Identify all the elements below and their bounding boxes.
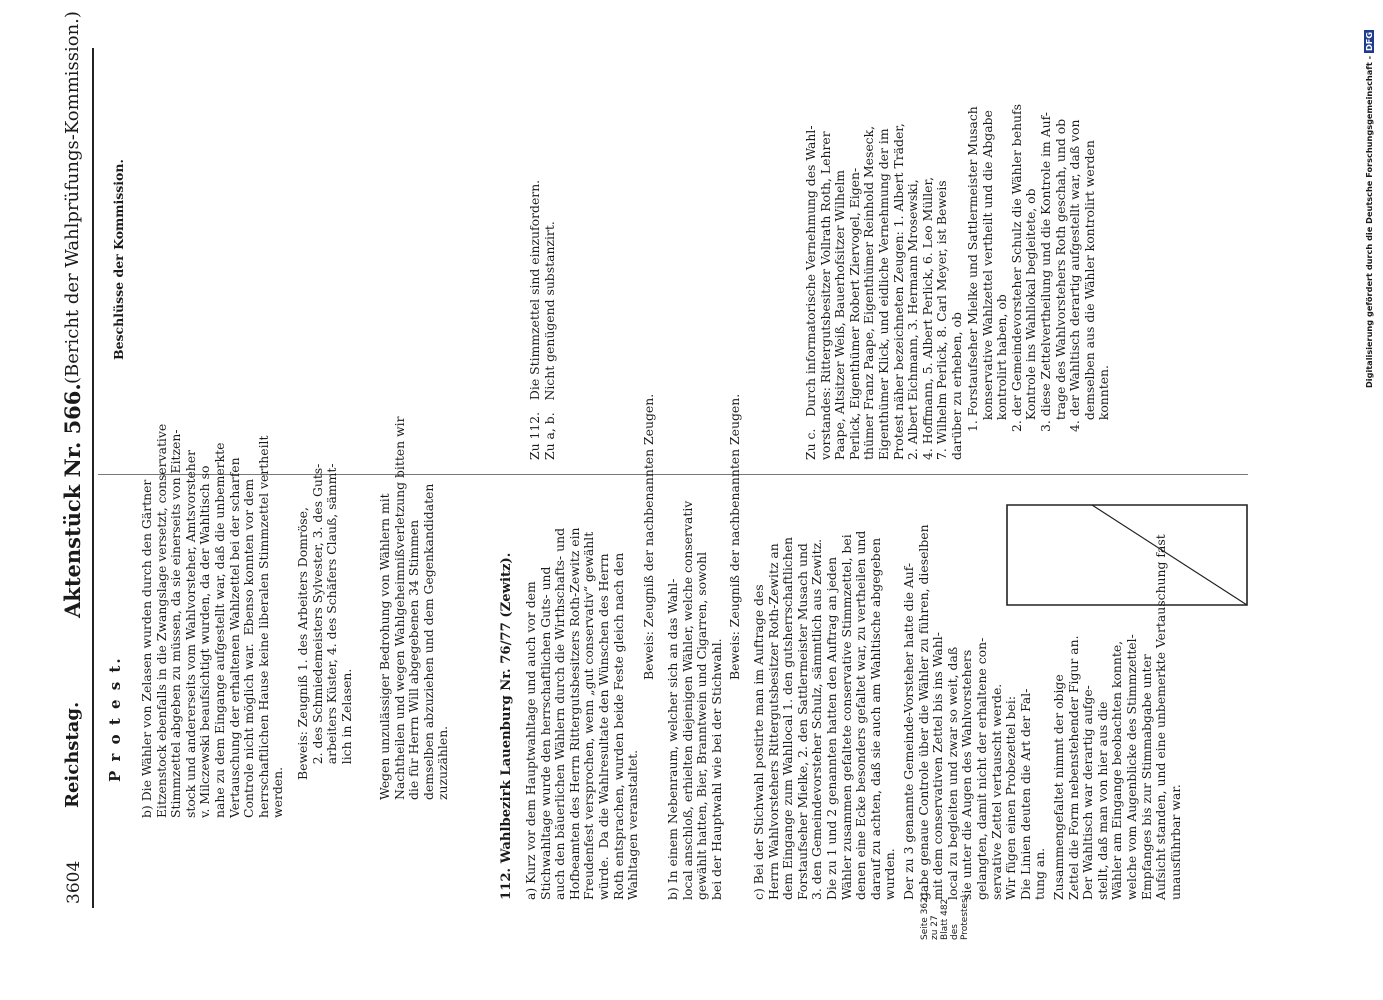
text-line: demselben aus die Wähler kontrolirt werden [1081,140,1097,432]
text-line: tung an. [1032,847,1048,900]
text-line: 2. der Gemeindevorsteher Schulz die Wähler behufs [1008,104,1024,432]
text-line: trage des Wahlvorstehers Roth geschah, und ob [1052,118,1068,432]
text-line: Eigenthümer Klick, und eidliche Vernehmung der im [875,128,891,460]
text-line: herrschaftlichen Hause keine liberalen Stimmzettel vertheilt [255,435,271,818]
credit-text: Digitalisierung gefördert durch die Deutsche Forschungsgemeinschaft - [1364,55,1374,388]
text-line: Beweis: Zeugniß 1. des Arbeiters Domröse, [295,507,310,780]
text-line: 1. Forstaufseher Mielke und Sattlermeister Musach [965,106,980,432]
header-right: (Bericht der Wahlprüfungs-Kommission.) [62,11,83,384]
col1-block-pc [752,531,898,900]
text-line: konservative Wahlzettel vertheilt und die Abgabe [979,110,995,432]
text-line: wurden. [882,848,898,900]
text-line: Vertauschung der erhaltenen Wahlzettel bei der scharfen [226,457,242,818]
page-number: 3604 [64,860,84,904]
text-line: darauf zu achten, daß sie auch am Wahltische abgegeben [867,537,883,900]
text-line: konnten. [1096,365,1112,432]
col2-block-zuc [804,123,965,460]
text-line: lich in Zelasen. [338,668,354,780]
text-line: Zettel die Form nebenstehender Figur an. [1065,635,1081,900]
text-line: Perlick, Eigenthümer Robert Ziervogel, Eigen- [846,167,862,460]
text-line: 2. des Schmiedemeisters Sylvester, 3. des Guts- [309,463,325,780]
text-line: thümer Franz Paape, Eigenthümer Reinhold Meseck, [861,125,877,460]
text-line: Wähler am Eingange beobachten konnte, [1109,640,1125,900]
text-line: Zusammengefaltet nimmt der obige [1051,674,1066,900]
text-line: Paape, Altsitzer Weiß, Bauerhofsitzer Wilhelm [832,169,848,460]
protest-heading: P r o t e s t. [106,656,124,782]
text-line: Protest näher bezeichneten Zeugen: 1. Albert Träder, [890,123,906,460]
text-line: Wir fügen einen Probezettel bei: [1003,695,1019,900]
text-line: gabe genaue Controle über die Wähler zu führen, dieselben [915,524,931,900]
text-line: zuzuzählen. [435,725,451,800]
margin-note [920,891,970,940]
header-rule [92,48,94,908]
text-line: Eitzenstock ebenfalls in die Zwangslage versetzt, conservative [153,423,169,818]
text-line: denen eine Ecke besonders gefaltet war, zu vertheilen und [853,530,869,900]
text-line: Nachtheilen und wegen Wahlgeheimnißverletzung bitten wir [391,416,407,800]
text-line: Der zu 3 genannte Gemeinde-Vorsteher hatte die Auf- [901,562,916,900]
text-line: Controle nicht möglich war. Ebenso konnten vor dem [241,478,257,818]
text-line: b) Die Wähler von Zelasen wurden durch den Gärtner [139,479,154,818]
text-line: stock und andererseits vom Wahlvorsteher, Amtsvorsteher [182,449,198,818]
text-line: 7. Wilhelm Perlick, 8. Carl Meyer, ist Beweis [934,180,950,460]
text-line: local anschloß, erhielten diejenigen Wähler, welche conservativ [679,500,695,900]
text-line: Der Wahltisch war derartig aufge- [1080,685,1096,900]
text-line: dem Eingange zum Wahllocal 1. den gutsherrschaftlichen [780,536,796,900]
col1-block-pa [524,527,641,900]
text-line: auch den bäuerlichen Wählern durch die Wirthschafts- und [552,527,568,900]
text-line: Stimmzettel abgeben zu müssen, da sie einerseits von Eitzen- [168,429,184,818]
col1-block-beweis [296,463,354,780]
text-line: demselben abzuziehen und dem Gegenkandidaten [420,483,436,800]
text-line: Wegen unzulässiger Bedrohung von Wählern mit [377,493,392,800]
text-line: v. Milczewski beaufsichtigt wurden, da der Wahltisch so [197,465,213,818]
text-line: Zu a, b. Nicht genügend substanzirt. [541,221,557,460]
text-line: local zu begleiten und zwar so weit, daß [944,646,960,900]
text-line: Wähler zusammen gefaltete conservative Stimmzettel, bei [838,534,854,900]
margin-note-line: Seite 3621 [920,891,930,940]
text-line: Die Linien deuten die Art der Fal- [1017,688,1033,900]
text-line: Aufsicht standen, und eine unbemerkte Vertauschung fast [1153,534,1169,900]
text-line: c) Bei der Stichwahl postirte man im Auftrage des [751,584,766,900]
margin-note-line: Blatt 482 [940,898,950,940]
text-line: Stichwahltage wurde den herrschaftlichen Guts- und [537,566,553,900]
commission-heading: Beschlüsse der Kommission. [111,159,126,360]
text-line: stellt, daß man von hier aus die [1094,701,1110,900]
text-line: Forstaufseher Mielke, 2. den Sattlermeister Musach und [794,543,810,900]
text-line: bei der Hauptwahl wie bei der Stichwahl. [708,638,724,900]
text-line: gelangten, damit nicht der erhaltene con- [973,637,989,900]
text-line: Zu 112. Die Stimmzettel sind einzufordern. [527,179,542,460]
text-line: Wahltagen veranstaltet. [625,749,641,900]
margin-note-line: Protestes) [960,894,970,940]
text-line: Roth entsprachen, wurden beide Feste gleich nach den [610,552,626,900]
beweis-a: Beweis: Zeugniß der nachbenannten Zeugen. [641,393,656,680]
text-line: b) In einem Nebenraum, welcher sich an das Wahl- [665,578,680,900]
margin-note-line: des [950,924,960,940]
text-line: a) Kurz vor dem Hauptwahltage und auch vor dem [523,581,538,900]
text-line: würde. Da die Wahlresultate den Wünschen des Herrn [595,553,611,900]
col1-block-pb [666,501,724,900]
text-line: arbeiters Küster, 4. des Schäfers Clauß, sämmt- [324,463,340,780]
text-line: 4. Hoffmann, 5. Albert Perlick, 6. Leo Müller, [919,176,935,460]
text-line: welche vom Augenblicke des Stimmzettel- [1123,634,1139,900]
text-line: Freudenfest versprochen, wenn „gut conservativ“ gewählt [581,531,597,900]
text-line: Kontrole ins Wahllokal begleitete, ob [1023,188,1039,432]
section-title: 112. Wahlbezirk Lauenburg Nr. 76/77 (Zewitz). [499,552,514,900]
text-line: die für Herrn Will abgegebenen 34 Stimmen [406,519,422,800]
col1-block-p2 [378,416,451,800]
text-line: 3. den Gemeindevorsteher Schulz, sämmtlich aus Zewitz. [809,538,825,900]
dfg-logo: DFG [1364,31,1374,51]
text-line: 2. Albert Eichmann, 3. Hermann Mrosewski, [905,179,921,460]
folded-ballot-figure [1002,500,1252,610]
text-line: vorstandes: Rittergutsbesitzer Vollrath Roth, Lehrer [817,131,833,460]
margin-note-line: zu 27 [930,915,940,940]
text-line: 4. der Wahltisch derartig aufgestellt war, daß von [1067,119,1083,432]
text-line: darüber zu erheben, ob [948,312,964,460]
text-line: Empfanges bis zur Stimmabgabe unter [1138,654,1154,900]
text-line: 3. diese Zettelvertheilung und die Kontrole im Auf- [1037,112,1053,432]
text-line: unausführbar war. [1167,784,1183,900]
text-line: werden. [270,766,286,818]
text-line: sie unter die Augen des Wahlvorstehers [959,649,975,900]
text-line: mit dem conservativen Zettel bis ins Wahl- [930,632,946,900]
text-line: Zu c. Durch informatorische Vernehmung des Wahl- [803,125,818,460]
digitization-credit [1364,30,1374,388]
text-line: Die zu 1 und 2 genannten hatten den Auftrag an jeden [823,556,839,900]
beweis-b: Beweis: Zeugniß der nachbenannten Zeugen. [727,393,742,680]
text-line: Hofbeamten des Herrn Rittergutsbesitzers Roth-Zewitz ein [566,527,582,900]
header-left: Reichstag. [62,701,83,808]
text-line: gewählt hatten, Bier, Branntwein und Cigarren, sowohl [694,551,710,900]
header-center: Aktenstück Nr. 566. [60,383,85,618]
col2-block-zu112 [528,180,557,460]
text-line: nahe zu dem Eingange aufgestellt war, daß die unbemerkte [211,442,227,818]
text-line: servative Zettel vertauscht werde. [988,683,1004,900]
text-line: Herrn Wahlvorstehers Rittergutsbesitzer Roth-Zewitz an [765,543,781,900]
col1-block-p1 [140,424,286,818]
col2-block-list [966,104,1112,432]
text-line: kontrolirt haben, ob [994,294,1010,432]
